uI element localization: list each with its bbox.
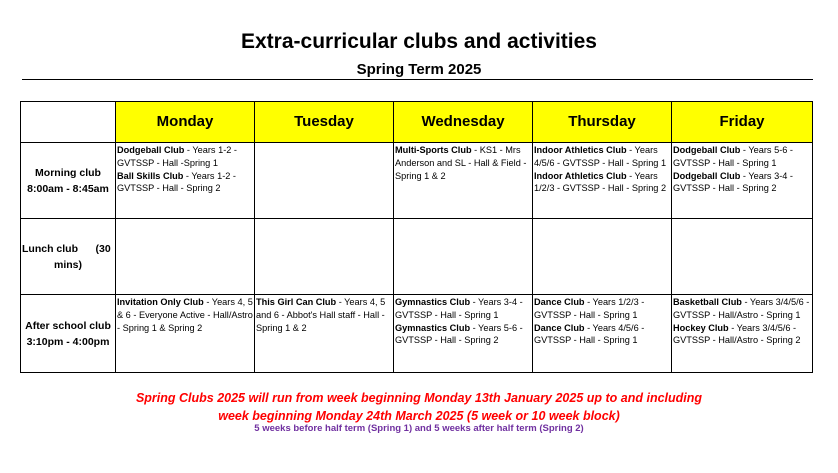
slot-thursday-morning [533,143,672,219]
club-entry [395,144,531,182]
page-title: Extra-curricular clubs and activities [241,30,597,53]
day-header-monday: Monday [116,102,255,143]
club-name: Hockey Club [673,322,729,333]
row-header-duration: mins) [53,258,82,271]
clubs-timetable [20,101,813,373]
term-dates-line-1: Spring Clubs 2025 will run from week beginning Monday 13th January 2025 up to and including [135,391,703,405]
club-details: - Years 3/4/5/6 - GVTSSP - Hall/Astro - Spring 1 [673,297,810,320]
club-details: - Years 4/5/6 - GVTSSP - Hall - Spring 1 [534,322,645,346]
row-header-label: After school club [25,319,111,332]
slot-wednesday-after-school [394,295,533,373]
day-header-wednesday: Wednesday [394,102,533,143]
slot-monday-morning [116,143,255,219]
club-details: - Years 1/2/3 - GVTSSP - Hall - Spring 2 [534,170,667,194]
club-name: Dodgeball Club [117,145,185,155]
club-entry [117,170,253,196]
slot-monday-after-school [116,295,255,373]
club-entry [673,296,811,322]
club-entry [534,144,670,170]
term-dates-line-2: week beginning Monday 24th March 2025 (5 week or 10 week block) [218,409,620,423]
club-name: Invitation Only Club [117,297,204,307]
club-name: Indoor Athletics Club [534,170,627,181]
slot-friday-after-school [672,295,813,373]
club-name: Dance Club [534,297,585,307]
table-row [21,143,813,219]
club-name: Multi-Sports Club [395,145,472,155]
slot-thursday-lunch [533,219,672,295]
row-header-time: 8:00am - 8:45am [27,182,109,195]
timetable-header-row [21,102,813,143]
club-entry [673,170,811,196]
row-header-lunch-club [21,219,116,295]
club-entry [395,322,531,348]
slot-monday-lunch [116,219,255,295]
day-header-friday: Friday [672,102,813,143]
slot-friday-lunch [672,219,813,295]
club-entry [395,296,531,322]
club-name: This Girl Can Club [256,297,337,307]
club-details: - Years 5-6 - GVTSSP - Hall - Spring 1 [673,145,793,168]
club-name: Dodgeball Club [673,145,741,155]
title-divider [22,79,813,80]
club-details: - Years 1/2/3 - GVTSSP - Hall - Spring 1 [534,297,645,320]
club-entry [534,322,670,348]
row-header-time: 3:10pm - 4:00pm [26,335,110,348]
club-entry [117,144,253,170]
slot-wednesday-morning [394,143,533,219]
club-entry [673,144,811,170]
club-details: - Years 3-4 - GVTSSP - Hall - Spring 2 [673,170,793,194]
row-header-morning-club [21,143,116,219]
slot-thursday-after-school [533,295,672,373]
table-row [21,219,813,295]
slot-tuesday-lunch [255,219,394,295]
slot-tuesday-morning [255,143,394,219]
row-header-after-school-club [21,295,116,373]
club-entry [534,296,670,322]
club-details: - Years 4, 5 & 6 - Everyone Active - Hall/Astro - Spring 1 & Spring 2 [117,297,253,333]
slot-wednesday-lunch [394,219,533,295]
slot-friday-morning [672,143,813,219]
club-name: Dance Club [534,322,585,333]
club-entry [673,322,811,348]
club-details: - Years 3-4 - GVTSSP - Hall - Spring 1 [395,297,523,320]
row-header-label: Morning club [35,166,101,179]
day-header-tuesday: Tuesday [255,102,394,143]
club-name: Gymnastics Club [395,297,471,307]
club-details: - Years 5-6 - GVTSSP - Hall - Spring 2 [395,322,523,346]
club-entry [117,296,253,334]
term-dates-note [0,389,838,425]
slot-tuesday-after-school [255,295,394,373]
club-name: Indoor Athletics Club [534,145,627,155]
club-details: - KS1 - Mrs Anderson and SL - Hall & Field - Spring 1 & 2 [395,145,527,181]
club-entry [534,170,670,196]
page-subtitle: Spring Term 2025 [356,61,482,78]
club-name: Ball Skills Club [117,170,184,181]
club-entry [256,296,392,334]
table-row [21,295,813,373]
club-details: - Years 4, 5 and 6 - Abbot's Hall staff - Hall - Spring 1 & 2 [256,297,386,333]
club-details: - Years 3/4/5/6 - GVTSSP - Hall/Astro - Spring 2 [673,322,801,346]
corner-cell [21,102,116,143]
club-details: - Years 1-2 - GVTSSP - Hall -Spring 1 [117,145,237,168]
row-header-label: Lunch club (30 [22,242,111,255]
club-details: - Years 1-2 - GVTSSP - Hall - Spring 2 [117,170,236,194]
day-header-thursday: Thursday [533,102,672,143]
club-details: - Years 4/5/6 - GVTSSP - Hall - Spring 1 [534,145,667,168]
half-term-note: 5 weeks before half term (Spring 1) and 5 weeks after half term (Spring 2) [254,423,584,434]
club-name: Dodgeball Club [673,170,741,181]
club-name: Gymnastics Club [395,322,471,333]
club-name: Basketball Club [673,297,742,307]
